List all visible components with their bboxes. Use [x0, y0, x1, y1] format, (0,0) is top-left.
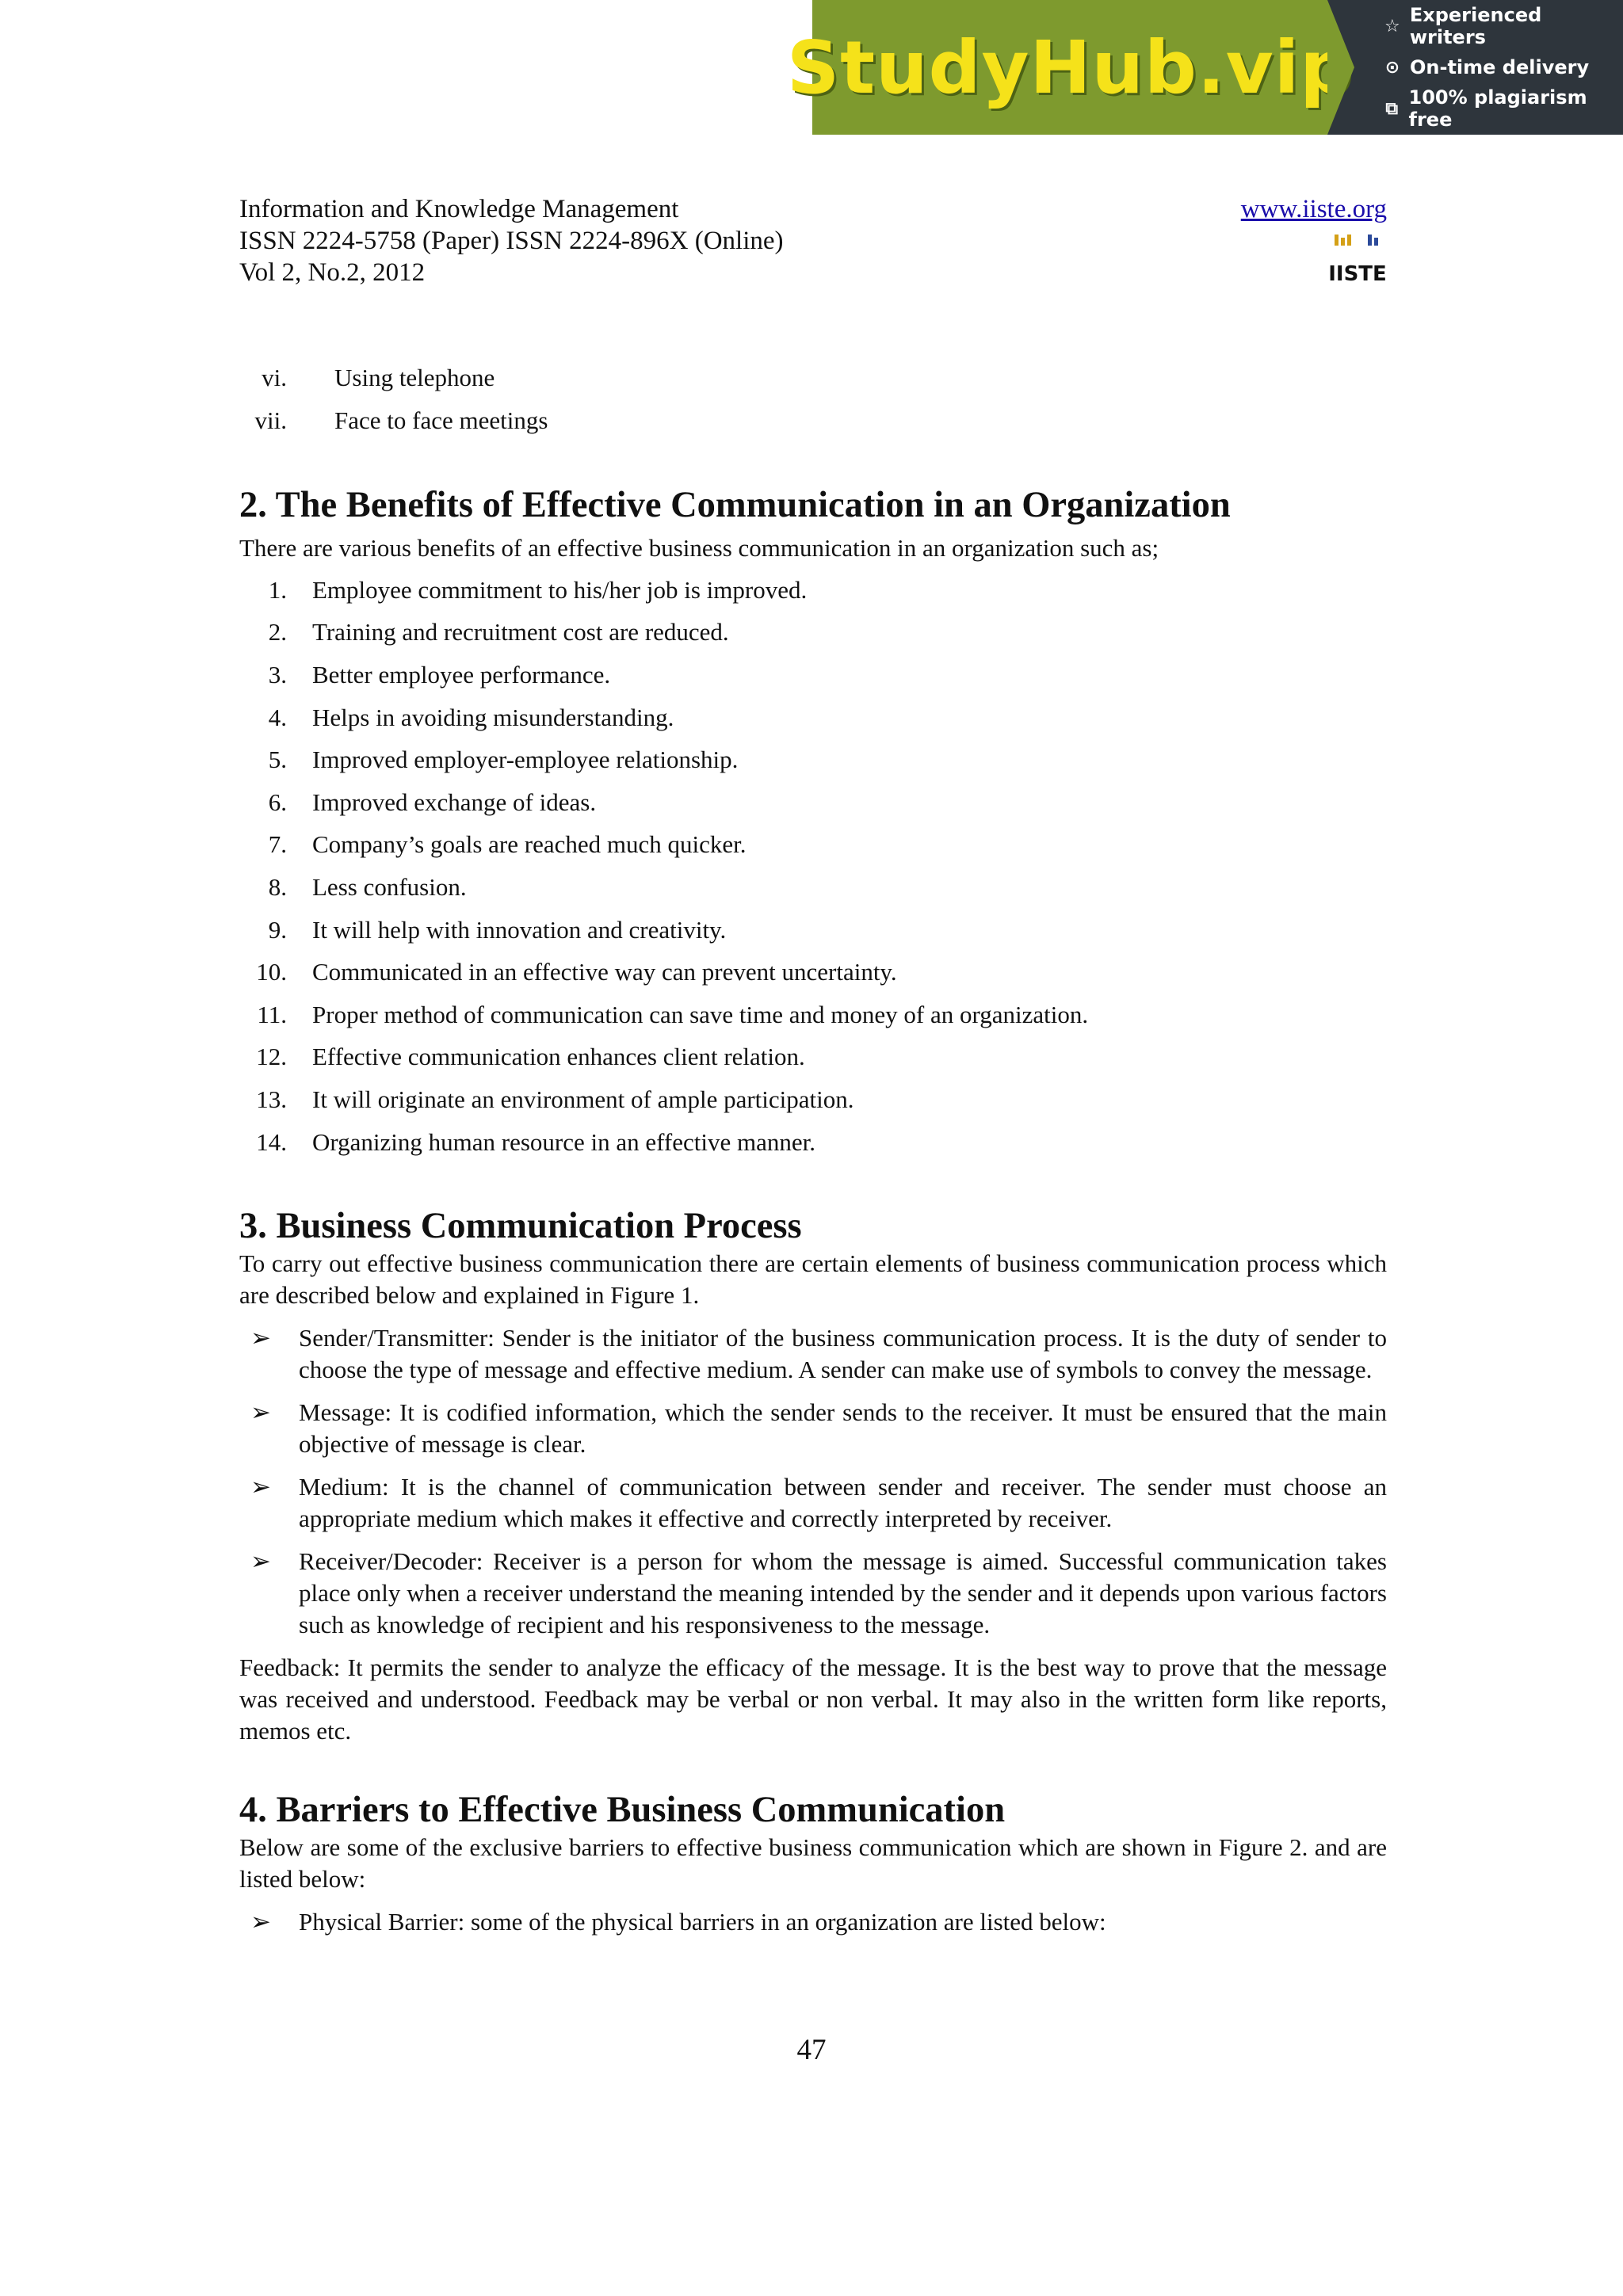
list-item: [239, 696, 1387, 739]
banner-arrow-shape: [1327, 0, 1354, 135]
section-3-heading: 3. Business Communication Process: [239, 1206, 802, 1247]
bullet-text: Medium: It is the channel of communication between sender and receiver. The sender must choose an appropriate medium which makes it effective and correctly interpreted by receiver.: [299, 1473, 1387, 1533]
list-item-text: Training and recruitment cost are reduced.: [312, 618, 729, 646]
iiste-logo: [1328, 233, 1387, 286]
journal-url-link[interactable]: www.iiste.org: [1240, 195, 1387, 223]
banner-logo-panel[interactable]: [786, 0, 1354, 135]
list-item-text: Effective communication enhances client relation.: [312, 1043, 805, 1071]
process-elements-list: [239, 1322, 1387, 1641]
list-item: [239, 824, 1387, 867]
list-item-text: Company’s goals are reached much quicker.: [312, 830, 747, 859]
list-item-number: 13.: [256, 1085, 287, 1113]
journal-volume: Vol 2, No.2, 2012: [239, 258, 426, 287]
ad-banner[interactable]: [786, 0, 1623, 135]
list-item: [239, 357, 1387, 399]
list-item-text: Communicated in an effective way can prevent uncertainty.: [312, 958, 897, 986]
clock-icon: ⊙: [1384, 57, 1400, 78]
list-item-text: Improved employer-employee relationship.: [312, 746, 739, 774]
list-item-text: Better employee performance.: [312, 660, 611, 688]
bullet-item: [239, 1397, 1387, 1460]
bullet-text: Receiver/Decoder: Receiver is a person for whom the message is aimed. Successful communication takes place only when a receiver understand the meaning intended by the sender and it depends upon various factors such as knowledge of recipient and his responsiveness to the message.: [299, 1547, 1387, 1639]
list-item-text: Improved exchange of ideas.: [312, 788, 597, 816]
list-item: [239, 1078, 1387, 1121]
bullet-item: [239, 1906, 1387, 1938]
arrow-bullet-icon: ➢: [250, 1908, 271, 1936]
journal-header: [239, 193, 1387, 288]
feedback-paragraph: Feedback: It permits the sender to analyze the efficacy of the message. It is the best way to prove that the message was received and understood. Feedback may be verbal or non verbal. It may also in the written form like reports, memos etc.: [239, 1653, 1387, 1745]
list-item: [239, 866, 1387, 909]
page-number: 47: [796, 2034, 827, 2066]
list-item: [239, 569, 1387, 612]
list-item-number: 3.: [268, 660, 287, 688]
bullet-text: Message: It is codified information, which the sender sends to the receiver. It must be ensured that the main objective of message is clear.: [299, 1398, 1387, 1459]
barriers-list: [239, 1906, 1387, 1938]
copy-icon: ⧉: [1385, 98, 1399, 119]
list-item: [239, 909, 1387, 952]
banner-feature-label: On-time delivery: [1410, 56, 1590, 78]
list-item: [239, 612, 1387, 654]
section-2-heading: 2. The Benefits of Effective Communication in an Organization: [239, 485, 1231, 525]
list-item-text: Less confusion.: [312, 872, 467, 901]
iiste-logo-text: IISTE: [1328, 262, 1387, 286]
list-item: [239, 399, 1387, 442]
list-item: [239, 994, 1387, 1036]
journal-title: Information and Knowledge Management: [239, 195, 679, 223]
list-item-number: 4.: [268, 703, 287, 731]
list-item-number: 9.: [268, 915, 287, 944]
list-item: [239, 1036, 1387, 1079]
banner-feature-delivery: [1383, 56, 1623, 78]
list-item-text: Face to face meetings: [334, 406, 548, 434]
arrow-bullet-icon: ➢: [250, 1324, 271, 1352]
list-item-text: Organizing human resource in an effective manner.: [312, 1127, 815, 1156]
banner-feature-label: Experienced writers: [1409, 4, 1542, 48]
list-item-text: Proper method of communication can save time and money of an organization.: [312, 1000, 1089, 1028]
list-item-number: 11.: [257, 1000, 287, 1028]
star-icon: ☆: [1384, 16, 1400, 36]
section-2-intro: There are various benefits of an effective business communication in an organization such as;: [239, 533, 1159, 562]
list-item-number: 2.: [268, 618, 287, 646]
list-item-number: 7.: [268, 830, 287, 859]
benefits-list: [239, 569, 1387, 1163]
list-item-text: It will help with innovation and creativity.: [312, 915, 727, 944]
page-content: [239, 357, 1387, 1949]
list-item: [239, 654, 1387, 696]
list-item-text: Using telephone: [334, 364, 495, 391]
list-item-number: vii.: [254, 406, 287, 434]
banner-feature-writers: [1383, 4, 1623, 48]
banner-feature-label: 100% plagiarism free: [1408, 86, 1587, 131]
list-item: [239, 1121, 1387, 1164]
list-item-number: 12.: [256, 1043, 287, 1071]
bullet-text: Sender/Transmitter: Sender is the initiator of the business communication process. It is the duty of sender to choose the type of message and effective medium. A sender can make use of symbols to convey the message.: [299, 1324, 1387, 1384]
list-item-number: 8.: [268, 872, 287, 901]
bullet-text: Physical Barrier: some of the physical barriers in an organization are listed below:: [299, 1908, 1106, 1936]
banner-feature-plagiarism: [1383, 86, 1623, 131]
continued-list: [239, 357, 1387, 442]
bullet-item: [239, 1322, 1387, 1386]
section-3-intro: To carry out effective business communication there are certain elements of business communication process which are described below and explained in Figure 1.: [239, 1249, 1387, 1310]
list-item-number: vi.: [262, 364, 287, 391]
list-item-number: 5.: [268, 746, 287, 774]
list-item-number: 1.: [268, 575, 287, 604]
bullet-item: [239, 1546, 1387, 1641]
arrow-bullet-icon: ➢: [250, 1547, 271, 1576]
list-item: [239, 781, 1387, 824]
banner-features: [1327, 0, 1623, 135]
section-4-intro: Below are some of the exclusive barriers to effective business communication which are shown in Figure 2. and are listed below:: [239, 1833, 1387, 1894]
list-item: [239, 951, 1387, 994]
arrow-bullet-icon: ➢: [250, 1473, 271, 1501]
list-item-number: 6.: [268, 788, 287, 816]
list-item-text: Employee commitment to his/her job is improved.: [312, 575, 808, 604]
list-item-number: 14.: [256, 1127, 287, 1156]
section-4-heading: 4. Barriers to Effective Business Communication: [239, 1790, 1006, 1831]
bullet-item: [239, 1471, 1387, 1535]
journal-issn: ISSN 2224-5758 (Paper) ISSN 2224-896X (Online): [239, 227, 784, 255]
list-item-text: It will originate an environment of ample participation.: [312, 1085, 854, 1113]
list-item: [239, 738, 1387, 781]
banner-logo: StudyHub.vip: [786, 25, 1354, 110]
list-item-text: Helps in avoiding misunderstanding.: [312, 703, 674, 731]
list-item-number: 10.: [256, 958, 287, 986]
arrow-bullet-icon: ➢: [250, 1398, 271, 1427]
